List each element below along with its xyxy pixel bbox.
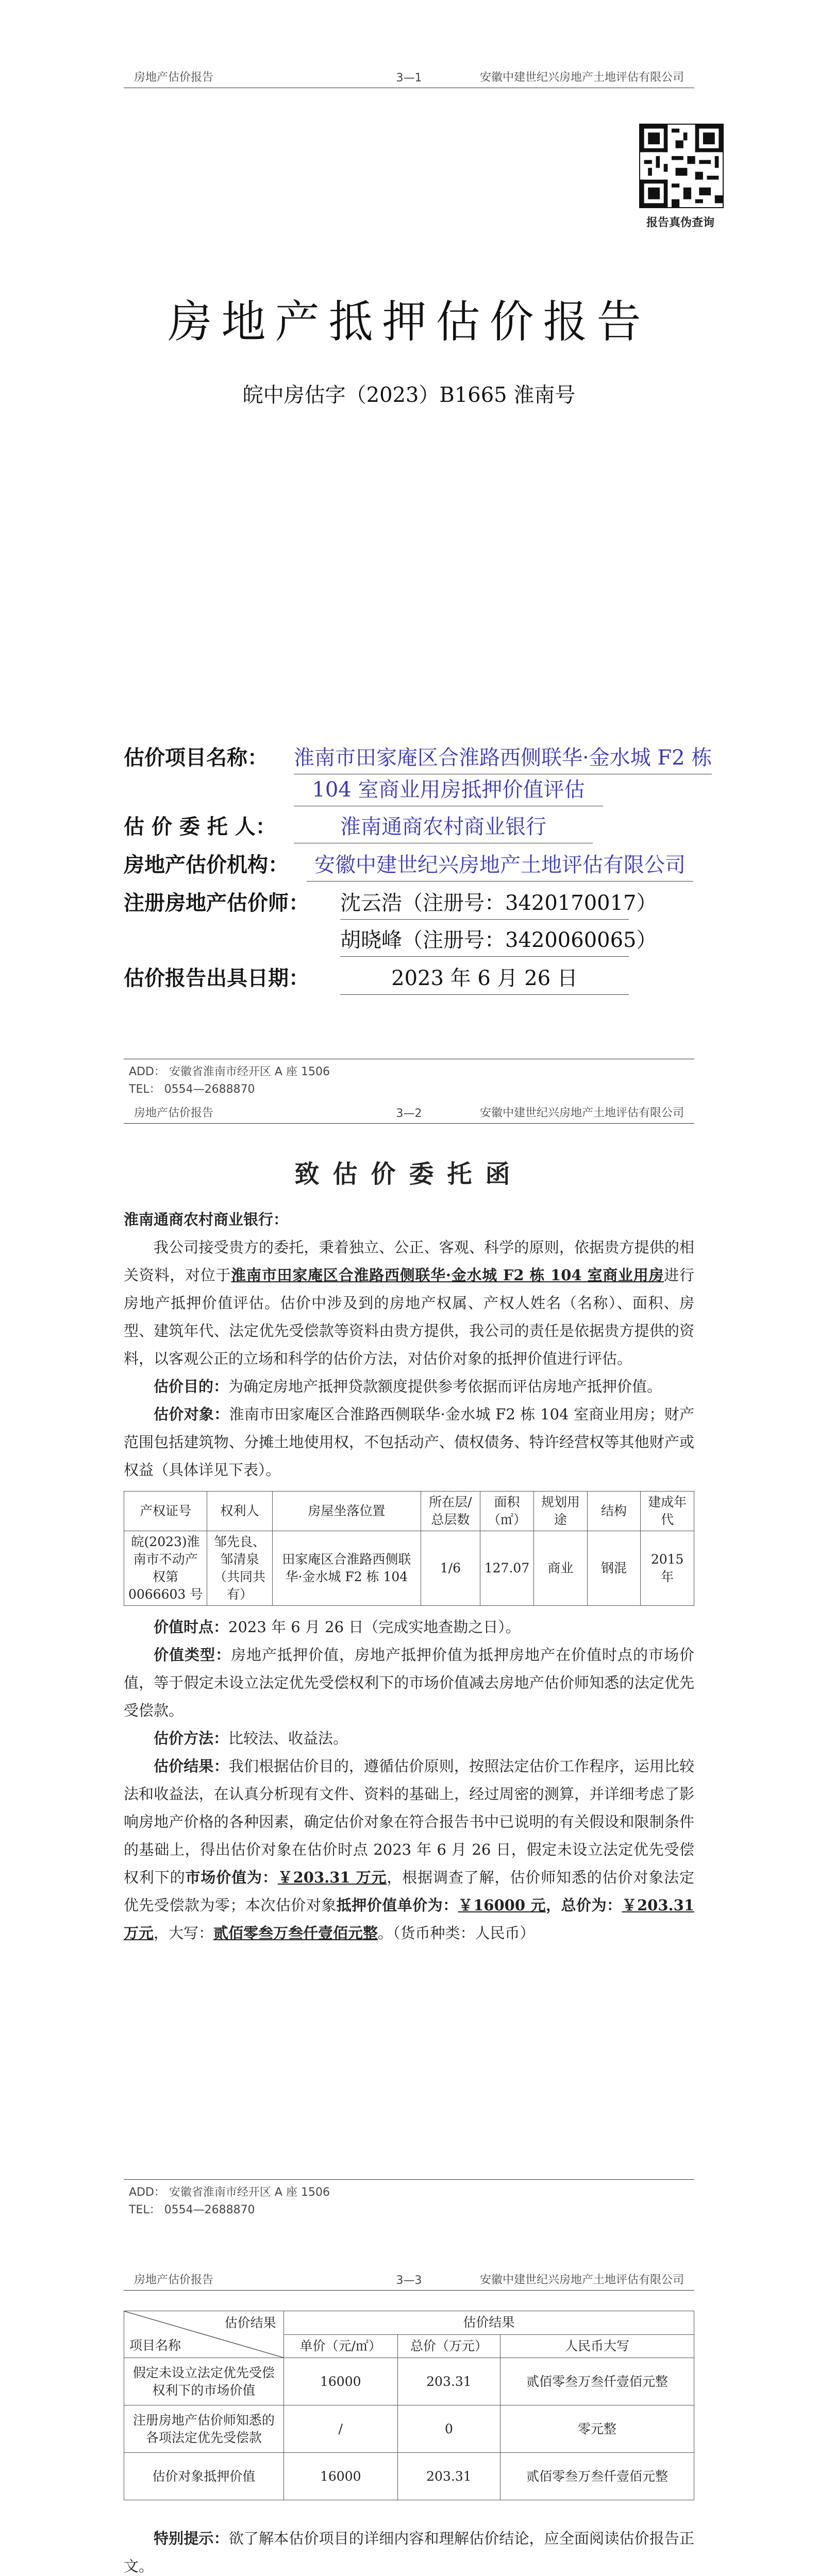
page-header — [124, 1103, 694, 1124]
footer-address: ADD： 安徽省淮南市经开区 A 座 1506 — [129, 1065, 330, 1078]
results-head-left: 估价结果 — [224, 2315, 276, 2330]
table-cell: 127.07 — [480, 1531, 533, 1606]
agency-label: 房地产估价机构： — [124, 853, 289, 877]
header-left: 房地产估价报告 — [134, 2274, 214, 2286]
client-value: 淮南通商农村商业银行 — [294, 811, 593, 843]
col-chinese: 人民币大写 — [500, 2334, 694, 2358]
results-head-item: 项目名称 — [129, 2338, 181, 2353]
row-total: 203.31 — [397, 2453, 500, 2500]
results-head-top: 估价结果 — [283, 2311, 694, 2335]
table-header: 结构 — [587, 1492, 641, 1531]
document-number: 皖中房估字（2023）B1665 淮南号 — [242, 383, 576, 407]
report-date-label: 估价报告出具日期： — [124, 966, 309, 990]
header-right: 安徽中建世纪兴房地产土地评估有限公司 — [479, 71, 684, 84]
table-header: 产权证号 — [124, 1492, 207, 1531]
table-cell: 皖(2023)淮南市不动产权第 0066603 号 — [124, 1531, 207, 1606]
page-letter — [0, 1103, 818, 2215]
note-label: 特别提示： — [154, 2530, 229, 2547]
appraiser-label: 注册房地产估价师： — [124, 891, 309, 915]
row-unit: / — [283, 2405, 397, 2453]
intro-paragraph: 我公司接受贵方的委托，秉着独立、公正、客观、科学的原则，依据贵方提供的相关资料，对位于淮南市田家庵区合淮路西侧联华·金水城 F2 栋 104 室商业用房进行房地产抵押价值评估。估价中涉及到的房地产权属、产权人姓名（名称）、面积、房型、建筑年代、法定优先受偿款等资料由贵方提供，我公司的责任是依据贵方提供的资料，以客观公正的立场和科学的估价方法，对估价对象的抵押价值进行评估。 — [124, 1239, 694, 1367]
col-unit-price: 单价（元/㎡） — [283, 2334, 397, 2358]
client-label: 估 价 委 托 人： — [124, 815, 276, 839]
page-header — [124, 2269, 694, 2291]
method-paragraph: 估价方法：比较法、收益法。 — [154, 1730, 348, 1747]
header-right: 安徽中建世纪兴房地产土地评估有限公司 — [479, 2274, 684, 2286]
row-unit: 16000 — [283, 2453, 397, 2500]
value-type-paragraph: 价值类型：房地产抵押价值，房地产抵押价值为抵押房地产在价值时点的市场价值，等于假定未设立法定优先受偿权利下的市场价值减去房地产估价师知悉的法定优先受偿款。 — [124, 1646, 694, 1719]
table-row — [124, 2358, 694, 2405]
row-total: 0 — [397, 2405, 500, 2453]
row-name: 假定未设立法定优先受偿权利下的市场价值 — [124, 2358, 284, 2405]
object-paragraph: 估价对象：淮南市田家庵区合淮路西侧联华·金水城 F2 栋 104 室商业用房；财产范围包括建筑物、分摊土地使用权，不包括动产、债权债务、特许经营权等其他财产或权益（具体详见下表）。 — [124, 1405, 694, 1479]
qr-caption: 报告真伪查询 — [646, 216, 714, 229]
row-name: 估价对象抵押价值 — [124, 2453, 284, 2500]
col-total-price: 总价（万元） — [397, 2334, 500, 2358]
table-cell: 2015 年 — [641, 1531, 694, 1606]
total-price-chinese: 贰佰零叁万叁仟壹佰元整 — [213, 1924, 378, 1942]
table-row — [124, 2453, 694, 2500]
page-cover — [0, 0, 818, 1097]
footer-address: ADD： 安徽省淮南市经开区 A 座 1506 — [129, 2186, 330, 2199]
letter-title: 致估价委托函 — [294, 1160, 524, 1189]
table-header-row — [124, 1492, 694, 1531]
table-header: 规划用途 — [534, 1492, 588, 1531]
row-total: 203.31 — [397, 2358, 500, 2405]
page-footer — [124, 1059, 694, 1098]
result-paragraph: 估价结果：我们根据估价目的，遵循估价原则，按照法定估价工作程序，运用比较法和收益法，在认真分析现有文件、资料的基础上，经过周密的测算，并详细考虑了影响房地产价格的各种因素，确定估价对象在符合报告书中已说明的有关假设和限制条件的基础上，得出估价对象在估价时点 2023 年 6 月 26 日，假定未设立法定优先受偿权利下的市场价值为：￥203.31 万元，根据调查了解，估价师知悉的估价对象法定优先受偿款为零；本次估价对象抵押价值单价为：￥16000 元，总价为：￥203.31 万元，大写：贰佰零叁万叁仟壹佰元整。（货币种类：人民币） — [124, 1757, 694, 1942]
page-header — [124, 67, 694, 88]
note-text: 欲了解本估价项目的详细内容和理解估价结论，应全面阅读估价报告正文。 — [124, 2530, 694, 2575]
footer-tel: TEL： 0554—2688870 — [129, 1083, 255, 1096]
row-chinese: 贰佰零叁万叁仟壹佰元整 — [500, 2453, 694, 2500]
results-head-diagonal — [124, 2311, 284, 2358]
special-note — [124, 2524, 694, 2576]
page-results — [0, 2269, 818, 2576]
table-row — [124, 2405, 694, 2453]
table-row — [124, 1531, 694, 1606]
table-cell: 1/6 — [421, 1531, 480, 1606]
table-cell: 邹先良、邹清泉（共同共有） — [207, 1531, 273, 1606]
header-page: 3—3 — [396, 2274, 422, 2287]
table-header: 权利人 — [207, 1492, 273, 1531]
table-header: 面积（㎡） — [480, 1492, 533, 1531]
header-page: 3—2 — [396, 1107, 422, 1120]
row-name: 注册房地产估价师知悉的各项法定优先受偿款 — [124, 2405, 284, 2453]
appraiser-value-2: 胡晓峰（注册号：3420060065） — [340, 924, 629, 957]
page-footer — [124, 2179, 694, 2219]
property-table — [124, 1491, 694, 1606]
header-page: 3—1 — [396, 72, 422, 84]
row-unit: 16000 — [283, 2358, 397, 2405]
table-cell: 钢混 — [587, 1531, 641, 1606]
cover-info — [124, 742, 712, 1010]
qr-code[interactable] — [639, 124, 724, 208]
project-name-value-line2: 104 室商业用房抵押价值评估 — [294, 774, 603, 806]
table-header: 建成年代 — [641, 1492, 694, 1531]
table-cell: 田家庵区合淮路西侧联华·金水城 F2 栋 104 — [272, 1531, 421, 1606]
unit-price: ￥16000 元 — [458, 1896, 546, 1914]
table-cell: 商业 — [534, 1531, 588, 1606]
agency-value: 安徽中建世纪兴房地产土地评估有限公司 — [307, 849, 693, 882]
table-header: 房屋坐落位置 — [272, 1492, 421, 1531]
market-value: ￥203.31 万元 — [277, 1869, 387, 1886]
header-left: 房地产估价报告 — [134, 1107, 214, 1120]
header-left: 房地产估价报告 — [134, 71, 214, 84]
project-name-label: 估价项目名称： — [124, 745, 268, 770]
report-date-value: 2023 年 6 月 26 日 — [340, 962, 629, 995]
salutation: 淮南通商农村商业银行： — [124, 1211, 289, 1228]
header-right: 安徽中建世纪兴房地产土地评估有限公司 — [479, 1107, 684, 1120]
letter-body — [124, 1206, 694, 1947]
results-table — [124, 2311, 694, 2500]
value-date-paragraph: 价值时点：2023 年 6 月 26 日（完成实地查勘之日）。 — [154, 1618, 521, 1636]
report-title: 房地产抵押估价报告 — [168, 296, 650, 348]
row-chinese: 贰佰零叁万叁仟壹佰元整 — [500, 2358, 694, 2405]
purpose-paragraph: 估价目的：为确定房地产抵押贷款额度提供参考依据而评估房地产抵押价值。 — [154, 1378, 662, 1395]
footer-tel: TEL： 0554—2688870 — [129, 2204, 255, 2216]
appraiser-value-1: 沈云浩（注册号：3420170017） — [340, 887, 629, 920]
row-chinese: 零元整 — [500, 2405, 694, 2453]
project-name-value: 淮南市田家庵区合淮路西侧联华·金水城 F2 栋 — [294, 742, 712, 774]
table-header: 所在层/总层数 — [421, 1492, 480, 1531]
property-address: 淮南市田家庵区合淮路西侧联华·金水城 F2 栋 104 室商业用房 — [231, 1266, 664, 1284]
total-price: ￥203.31 万元 — [124, 1896, 694, 1942]
